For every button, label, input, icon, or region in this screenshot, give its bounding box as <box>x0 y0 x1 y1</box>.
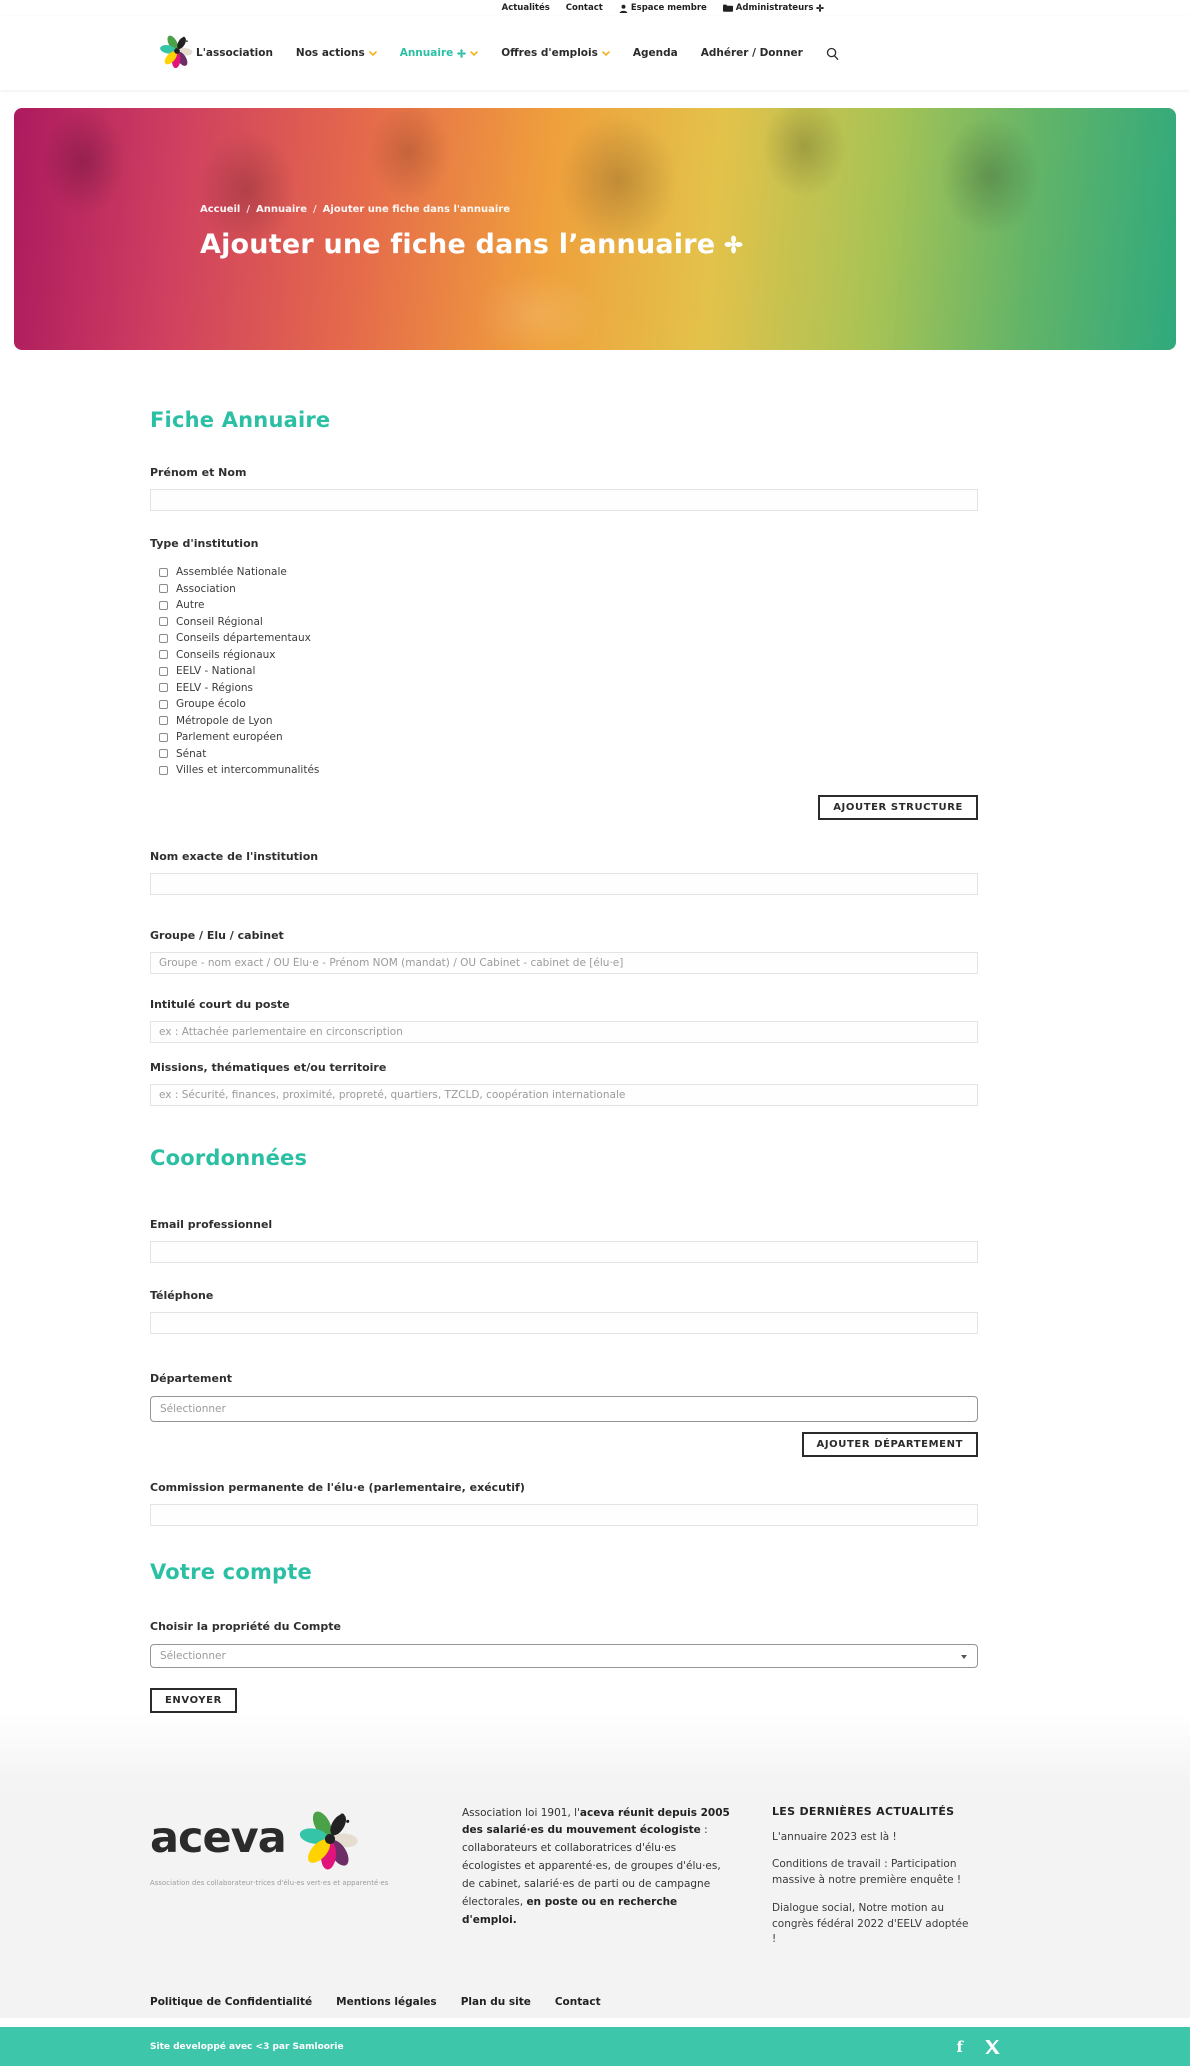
departement-label: Département <box>150 1371 233 1385</box>
footer-news-link[interactable]: Dialogue social, Notre motion au congrès fédéral 2022 d'EELV adoptée ! <box>772 1901 969 1946</box>
checkbox-icon[interactable] <box>159 601 168 610</box>
breadcrumb-annuaire[interactable]: Annuaire <box>256 204 308 215</box>
section-title-votre-compte: Votre compte <box>150 1559 312 1584</box>
institution-checkbox-list <box>159 564 978 779</box>
x-twitter-icon[interactable] <box>985 2040 1000 2054</box>
telephone-field[interactable] <box>150 1312 978 1334</box>
checkbox-icon[interactable] <box>159 683 168 692</box>
breadcrumb-separator: / <box>246 204 251 215</box>
caret-down-icon <box>961 1655 967 1659</box>
chevron-down-icon <box>470 51 478 56</box>
footer-logo-text: aceva <box>150 1813 286 1863</box>
type-institution-label: Type d'institution <box>150 537 259 550</box>
institution-option[interactable]: EELV - National <box>159 663 978 680</box>
aceva-flower-logo <box>158 32 196 70</box>
checkbox-icon[interactable] <box>159 584 168 593</box>
section-title-fiche-annuaire: Fiche Annuaire <box>150 408 331 432</box>
checkbox-icon[interactable] <box>159 617 168 626</box>
institution-option[interactable]: Autre <box>159 597 978 614</box>
site-logo[interactable] <box>158 32 196 74</box>
site-credit: Site developpé avec <3 par Samloorie <box>150 2041 344 2052</box>
footer-legal-links <box>150 1996 1040 2018</box>
footer-news-title: LES DERNIÈRES ACTUALITÉS <box>772 1804 955 1818</box>
propriete-compte-label: Choisir la propriété du Compte <box>150 1619 341 1633</box>
footer-link-mentions[interactable]: Mentions légales <box>336 1996 437 2008</box>
breadcrumb-accueil[interactable]: Accueil <box>200 204 241 215</box>
checkbox-icon[interactable] <box>159 700 168 709</box>
footer-link-privacy[interactable]: Politique de Confidentialité <box>150 1996 313 2008</box>
groupe-elu-cabinet-input[interactable] <box>150 952 978 974</box>
search-icon[interactable] <box>826 47 839 60</box>
topbar-link-contact[interactable]: Contact <box>565 3 603 13</box>
nav-nos-actions[interactable]: Nos actions <box>296 47 377 59</box>
facebook-icon[interactable]: f <box>956 2037 963 2056</box>
institution-option[interactable]: EELV - Régions <box>159 680 978 697</box>
checkbox-icon[interactable] <box>159 650 168 659</box>
footer-link-contact[interactable]: Contact <box>554 1996 601 2008</box>
topbar-link-espace-membre[interactable]: Espace membre <box>619 3 707 13</box>
institution-option[interactable]: Assemblée Nationale <box>159 564 978 581</box>
user-icon <box>619 4 628 13</box>
nom-institution-label: Nom exacte de l'institution <box>150 849 319 863</box>
checkbox-icon[interactable] <box>159 733 168 742</box>
nav-adherer-donner[interactable]: Adhérer / Donner <box>700 47 803 59</box>
propriete-compte-select[interactable]: Sélectionner <box>150 1644 978 1668</box>
footer <box>0 1713 1190 2019</box>
checkbox-icon[interactable] <box>159 568 168 577</box>
institution-option[interactable]: Groupe écolo <box>159 696 978 713</box>
ajouter-departement-button[interactable]: AJOUTER DÉPARTEMENT <box>802 1432 978 1457</box>
institution-option[interactable]: Conseils régionaux <box>159 647 978 664</box>
nav-annuaire[interactable]: Annuaire <box>400 47 479 59</box>
institution-option[interactable]: Métropole de Lyon <box>159 713 978 730</box>
chevron-down-icon <box>602 51 610 56</box>
intitule-poste-label: Intitulé court du poste <box>150 997 290 1011</box>
footer-logo-block <box>150 1805 462 1949</box>
annuaire-form <box>150 350 978 1713</box>
institution-option[interactable]: Villes et intercommunalités <box>159 762 978 779</box>
intitule-poste-input[interactable] <box>150 1021 978 1043</box>
departement-select[interactable] <box>150 1396 978 1422</box>
nav-offres-emplois[interactable]: Offres d'emplois <box>501 47 610 59</box>
institution-option[interactable]: Sénat <box>159 746 978 763</box>
page-title: Ajouter une fiche dans l’annuaire <box>200 229 743 260</box>
nav-association[interactable]: L'association <box>196 47 273 59</box>
commission-label: Commission permanente de l'élu·e (parlementaire, exécutif) <box>150 1480 525 1494</box>
chevron-down-icon <box>369 51 377 56</box>
telephone-label: Téléphone <box>150 1288 214 1302</box>
footer-news-link[interactable]: Conditions de travail : Participation massive à notre première enquête ! <box>772 1858 962 1886</box>
topbar-link-actualites[interactable]: Actualités <box>501 3 550 13</box>
flower-icon <box>816 4 824 12</box>
checkbox-icon[interactable] <box>159 716 168 725</box>
topbar-link-administrateurs[interactable]: Administrateurs <box>723 3 825 13</box>
prenom-nom-label: Prénom et Nom <box>150 466 247 479</box>
institution-option[interactable]: Conseil Régional <box>159 614 978 631</box>
footer-news-link[interactable]: L'annuaire 2023 est là ! <box>772 1830 897 1843</box>
footer-credit-bar <box>0 2027 1190 2066</box>
site-header <box>0 16 1190 90</box>
breadcrumb <box>200 204 743 215</box>
missions-label: Missions, thématiques et/ou territoire <box>150 1060 387 1074</box>
checkbox-icon[interactable] <box>159 749 168 758</box>
footer-link-sitemap[interactable]: Plan du site <box>460 1996 531 2008</box>
checkbox-icon[interactable] <box>159 766 168 775</box>
institution-option[interactable]: Conseils départementaux <box>159 630 978 647</box>
flower-icon <box>457 49 466 58</box>
email-label: Email professionnel <box>150 1217 273 1231</box>
missions-input[interactable] <box>150 1084 978 1106</box>
checkbox-icon[interactable] <box>159 667 168 676</box>
groupe-elu-cabinet-label: Groupe / Elu / cabinet <box>150 928 284 942</box>
breadcrumb-separator: / <box>313 204 317 215</box>
utility-bar <box>0 0 1190 16</box>
envoyer-button[interactable]: ENVOYER <box>150 1688 237 1713</box>
checkbox-icon[interactable] <box>159 634 168 643</box>
email-field[interactable] <box>150 1241 978 1263</box>
prenom-nom-input[interactable] <box>150 489 978 511</box>
institution-option[interactable]: Parlement européen <box>159 729 978 746</box>
institution-option[interactable]: Association <box>159 581 978 598</box>
footer-about-text: Association loi 1901, l'aceva réunit depuis 2005 des salarié·es du mouvement écologiste : collaborateurs et collaboratrices d'élu·es écologistes et apparenté·es, de groupes d'élu·es, de cabinet, salarié·es de parti ou de campagne électorales, en poste ou en recherche d'emploi. <box>462 1806 730 1926</box>
main-navigation <box>196 47 839 60</box>
footer-news-block <box>772 1805 972 1949</box>
hero-banner <box>14 108 1176 350</box>
ajouter-structure-button[interactable]: AJOUTER STRUCTURE <box>818 795 978 820</box>
folder-icon <box>723 4 733 12</box>
footer-divider <box>0 2018 1190 2027</box>
aceva-flower-logo <box>296 1805 364 1873</box>
nav-agenda[interactable]: Agenda <box>632 47 678 59</box>
nom-institution-input[interactable] <box>150 873 978 895</box>
breadcrumb-current: Ajouter une fiche dans l'annuaire <box>322 204 510 215</box>
commission-input[interactable] <box>150 1504 978 1526</box>
flower-icon <box>724 235 743 254</box>
section-title-coordonnees: Coordonnées <box>150 1145 308 1170</box>
footer-logo-tagline: Association des collaborateur·trices d'élu·es vert·es et apparenté·es <box>150 1878 389 1887</box>
